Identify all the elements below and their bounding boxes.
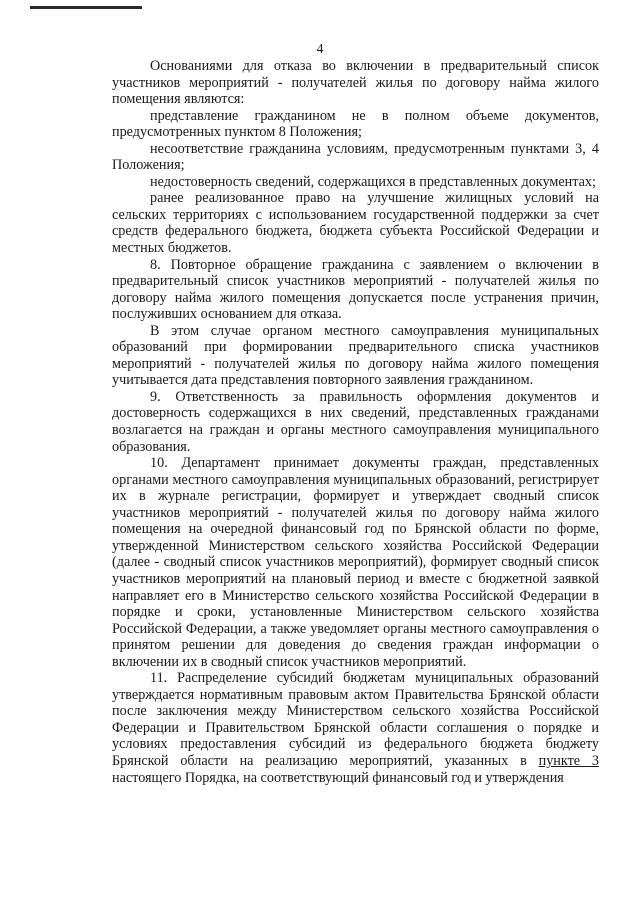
document-body	[112, 58, 599, 786]
paragraph-text-continued: настоящего Порядка, на соответствующий финансовый год и утверждения	[112, 769, 564, 786]
paragraph: несоответствие гражданина условиям, предусмотренным пунктами 3, 4 Положения;	[112, 140, 599, 174]
paragraph: 8. Повторное обращение гражданина с заявлением о включении в предварительный список участников мероприятий - получателей жилья по договору найма жилого помещения допускается после устранения причин, послуживших основанием для отказа.	[112, 256, 599, 323]
paragraph	[112, 670, 599, 786]
paragraph: 10. Департамент принимает документы граждан, представленных органами местного самоуправления муниципальных образований, регистрирует их в журнале регистрации, формирует и утверждает сводный список участников мероприятий - получателей жилья по договору найма жилого помещения на очередной финансовый год по Брянской области по форме, утвержденной Министерством сельского хозяйства Российской Федерации (далее - сводный список участников мероприятий), формирует сводный список участников мероприятий на плановый период и вместе с бюджетной заявкой направляет его в Министерство сельского хозяйства Российской Федерации в порядке и сроки, установленные Министерством сельского хозяйства Российской Федерации, а также уведомляет органы местного самоуправления о принятом решении для доведения до сведения граждан информации о включении их в сводный список участников мероприятий.	[112, 455, 599, 670]
paragraph: ранее реализованное право на улучшение жилищных условий на сельских территориях с использованием государственной поддержки за счет средств федерального бюджета, бюджета субъекта Российской Федерации и местных бюджетов.	[112, 190, 599, 257]
header-rule	[30, 6, 142, 9]
paragraph: Основаниями для отказа во включении в предварительный список участников мероприятий - получателей жилья по договору найма жилого помещения являются:	[112, 58, 599, 108]
paragraph: В этом случае органом местного самоуправления муниципальных образований при формировании предварительного списка участников мероприятий - получателей жилья по договору найма жилого помещения учитывается дата представления повторного заявления гражданином.	[112, 322, 599, 389]
page-number: 4	[316, 42, 324, 57]
paragraph-text: 11. Распределение субсидий бюджетам муниципальных образований утверждается нормативным правовым актом Правительства Брянской области после заключения между Министерством сельского хозяйства Российской Федерации и Правительством Брянской области соглашения о порядке и условиях предоставления субсидий из федерального бюджета бюджету Брянской области на реализацию мероприятий, указанных в	[112, 670, 599, 769]
clause-reference-link[interactable]: пункте 3	[538, 752, 600, 769]
paragraph: представление гражданином не в полном объеме документов, предусмотренных пунктом 8 Положения;	[112, 107, 599, 141]
paragraph: недостоверность сведений, содержащихся в представленных документах;	[150, 173, 596, 190]
paragraph: 9. Ответственность за правильность оформления документов и достоверность содержащихся в них сведений, представленных гражданами возлагается на граждан и органы местного самоуправления муниципального образования.	[112, 388, 599, 455]
